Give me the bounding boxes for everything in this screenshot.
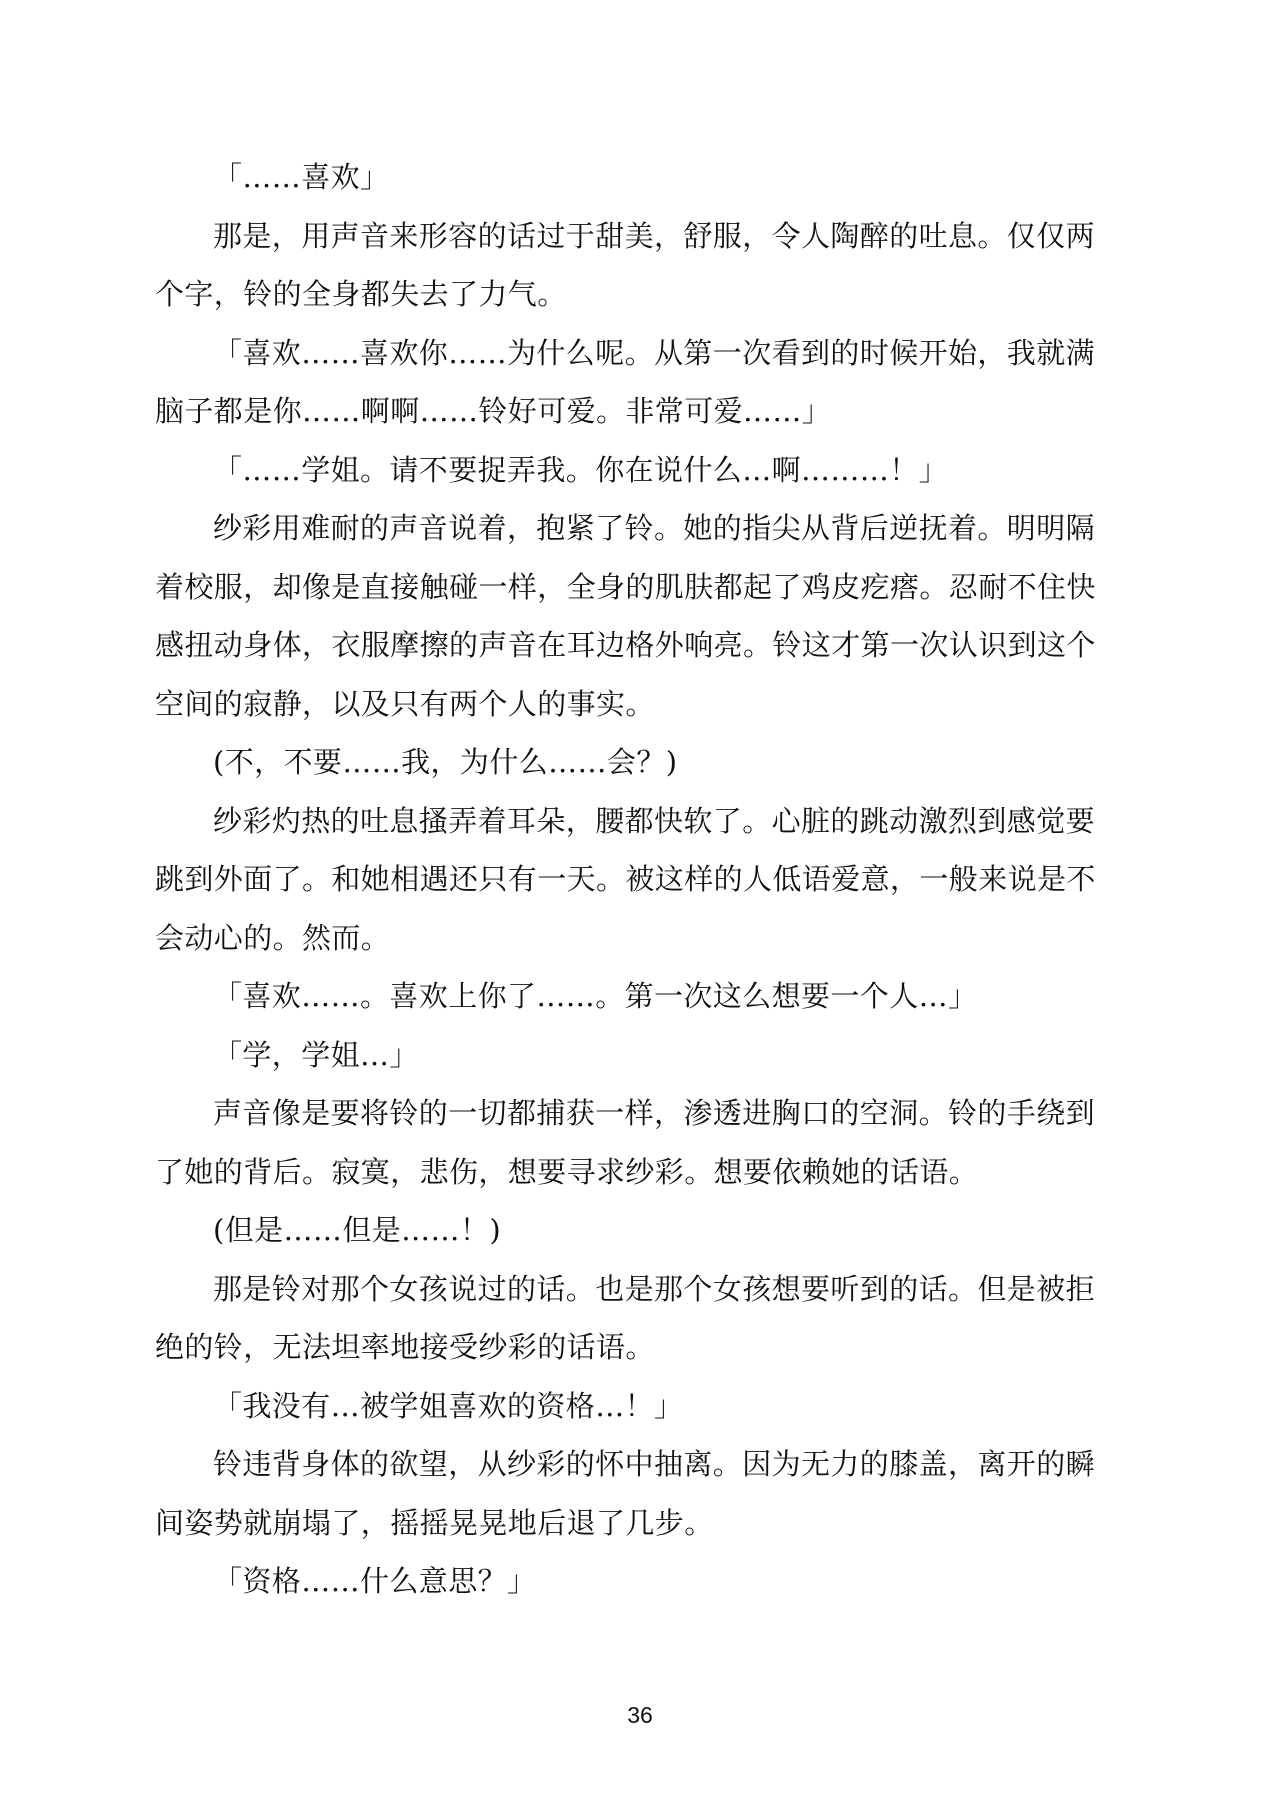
page-number: 36 xyxy=(627,1702,653,1728)
paragraph-15: 「资格……什么意思？」 xyxy=(213,1564,537,1598)
paragraph-2: 那是，用声音来形容的话过于甜美，舒服，令人陶醉的吐息。仅仅两个字，铃的全身都失去了力气。 xyxy=(155,218,1096,311)
paragraph-12: 那是铃对那个女孩说过的话。也是那个女孩想要听到的话。但是被拒绝的铃，无法坦率地接受纱彩的话语。 xyxy=(155,1271,1096,1364)
paragraph-9: 「学，学姐…」 xyxy=(213,1037,419,1072)
paragraph-1: 「……喜欢」 xyxy=(213,160,390,194)
paragraph-13: 「我没有…被学姐喜欢的资格…！」 xyxy=(213,1388,684,1423)
body-text xyxy=(155,148,1123,1611)
paragraph-7: 纱彩灼热的吐息搔弄着耳朵，腰都快软了。心脏的跳动激烈到感觉要跳到外面了。和她相遇还只有一天。被这样的人低语爱意，一般来说是不会动心的。然而。 xyxy=(155,803,1096,955)
paragraph-4: 「……学姐。请不要捉弄我。你在说什么…啊………！」 xyxy=(213,452,949,487)
paragraph-14: 铃违背身体的欲望，从纱彩的怀中抽离。因为无力的膝盖，离开的瞬间姿势就崩塌了，摇摇晃晃地后退了几步。 xyxy=(155,1447,1096,1540)
paragraph-3: 「喜欢……喜欢你……为什么呢。从第一次看到的时候开始，我就满脑子都是你……啊啊……铃好可爱。非常可爱……」 xyxy=(155,335,1096,428)
paragraph-10: 声音像是要将铃的一切都捕获一样，渗透进胸口的空洞。铃的手绕到了她的背后。寂寞，悲伤，想要寻求纱彩。想要依赖她的话语。 xyxy=(155,1096,1096,1189)
paragraph-6: (不，不要……我，为什么……会？) xyxy=(213,745,678,779)
paragraph-11: (但是……但是……！) xyxy=(213,1213,502,1247)
paragraph-8: 「喜欢……。喜欢上你了……。第一次这么想要一个人…」 xyxy=(213,979,978,1013)
paragraph-5: 纱彩用难耐的声音说着，抱紧了铃。她的指尖从背后逆抚着。明明隔着校服，却像是直接触碰一样，全身的肌肤都起了鸡皮疙瘩。忍耐不住快感扭动身体，衣服摩擦的声音在耳边格外响亮。铃这才第一次认识到这个空间的寂静，以及只有两个人的事实。 xyxy=(155,511,1096,721)
